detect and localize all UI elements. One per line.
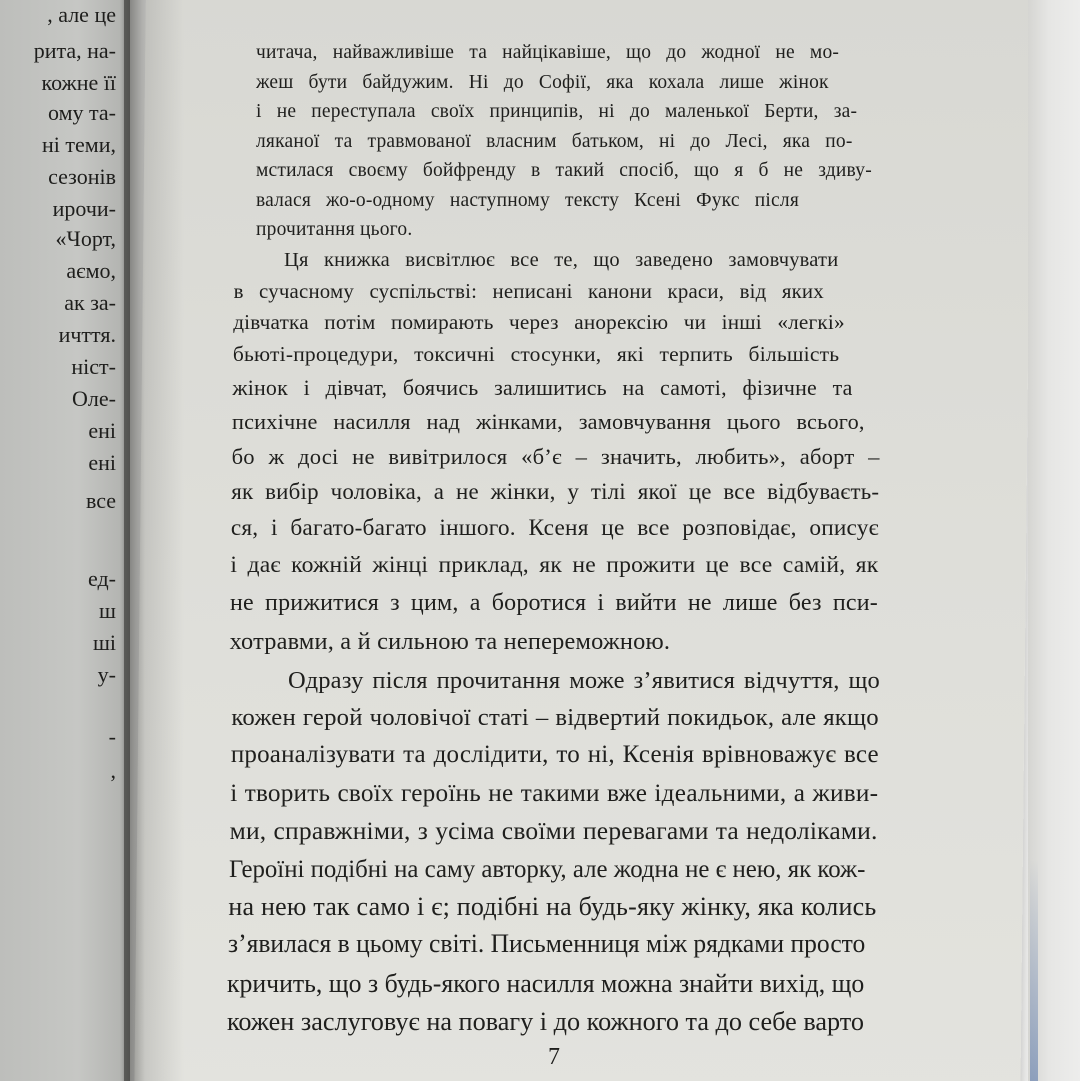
previous-page-line: ніст- [71, 354, 116, 379]
text-line: ся, і багато-багато іншого. Ксеня це все розповідає, описує [230, 514, 879, 541]
previous-page-line: у- [97, 662, 116, 687]
text-line: і не переступала своїх принципів, ні до маленької Берти, за- [256, 101, 858, 122]
text-line: бо ж досі не вивітрилося «б’є – значить, любить», аборт – [231, 443, 880, 469]
previous-page-line: рита, на- [33, 38, 116, 63]
text-line: жінок і дівчат, боячись залишитись на самоті, фізичне та [232, 375, 853, 401]
previous-page-line: ені [88, 418, 116, 443]
text-line: Героїні подібні на саму авторку, але жодна не є нею, як кож- [229, 853, 866, 883]
previous-page-line: , але це [47, 2, 116, 27]
previous-page-line: ені [88, 450, 116, 475]
text-line: не прижитися з цим, а боротися і вийти не лише без пси- [230, 589, 878, 616]
text-line: з’явилася в цьому світі. Письменниця між рядками просто [227, 929, 866, 959]
text-line: хотравми, а й сильною та непереможною. [229, 628, 671, 655]
text-line: кожен заслуговує на повагу і до кожного та до себе варто [226, 1005, 864, 1036]
text-line: прочитання цього. [256, 219, 413, 240]
text-line: і творить своїх героїнь не такими вже ідеальними, а живи- [230, 778, 879, 807]
text-line: Ця книжка висвітлює все те, що заведено замовчувати [284, 248, 839, 271]
previous-page-line: ш [99, 598, 116, 623]
previous-page-line: сезонів [48, 164, 116, 189]
previous-page-line: все [85, 488, 116, 513]
text-line: психічне насилля над жінками, замовчування цього всього, [232, 409, 865, 434]
text-line: як вибір чоловіка, а не жінки, у тілі якої це все відбуваєть- [231, 478, 880, 504]
previous-page-line: Оле- [72, 386, 116, 411]
previous-page-line: ому та- [48, 100, 116, 125]
text-line: кричить, що з будь-якого насилля можна знайти вихід, що [227, 967, 865, 998]
text-line: на нею так само і є; подібні на будь-яку жінку, яка колись [228, 891, 877, 921]
text-line: валася жо-о-одному наступному тексту Ксені Фукс після [256, 189, 799, 211]
book-cover-edge [1030, 860, 1038, 1081]
previous-page-line: , [110, 758, 116, 783]
text-line: кожен герой чоловічої статі – відвертий покидьок, але якщо [231, 704, 879, 732]
text-line: в сучасному суспільстві: неписані канони краси, від яких [233, 279, 824, 303]
previous-page-line: ак за- [64, 290, 116, 315]
previous-page-line: ні теми, [42, 132, 116, 157]
text-line: дівчатка потім помирають через анорексію чи інші «легкі» [233, 310, 845, 335]
previous-page-line: ед- [88, 566, 116, 591]
previous-page-edge [122, 0, 130, 1081]
page-number: 7 [548, 1044, 560, 1070]
previous-page-line: ирочи- [52, 196, 116, 221]
text-line: бьюті-процедури, токсичні стосунки, які терпить більшість [232, 342, 840, 367]
previous-page [0, 0, 130, 1081]
text-line: читача, найважливіше та найцікавіше, що до жодної не мо- [256, 42, 840, 63]
previous-page-line: ші [92, 630, 116, 655]
text-line: жеш бути байдужим. Ні до Софії, яка кохала лише жінок [256, 71, 829, 93]
text-line: ми, справжніми, з усіма своїми перевагами та недоліками. [229, 816, 878, 846]
text-line: проаналізувати та дослідити, то ні, Ксенія врівноважує все [230, 741, 879, 769]
previous-page-line: ичття. [58, 322, 116, 347]
previous-page-line: - [108, 724, 116, 749]
text-line: Одразу після прочитання може з’явитися відчуття, що [288, 667, 880, 695]
text-line: мстилася своєму бойфренду в такий спосіб, що я б не здиву- [256, 160, 872, 181]
previous-page-line: «Чорт, [55, 226, 116, 251]
previous-page-line: аємо, [66, 258, 116, 283]
next-page-edge [1028, 0, 1080, 1081]
previous-page-line: кожне її [41, 70, 116, 95]
text-line: ляканої та травмованої власним батьком, ні до Лесі, яка по- [256, 130, 853, 152]
text-line: і дає кожній жінці приклад, як не прожити це все самій, як [230, 551, 879, 578]
